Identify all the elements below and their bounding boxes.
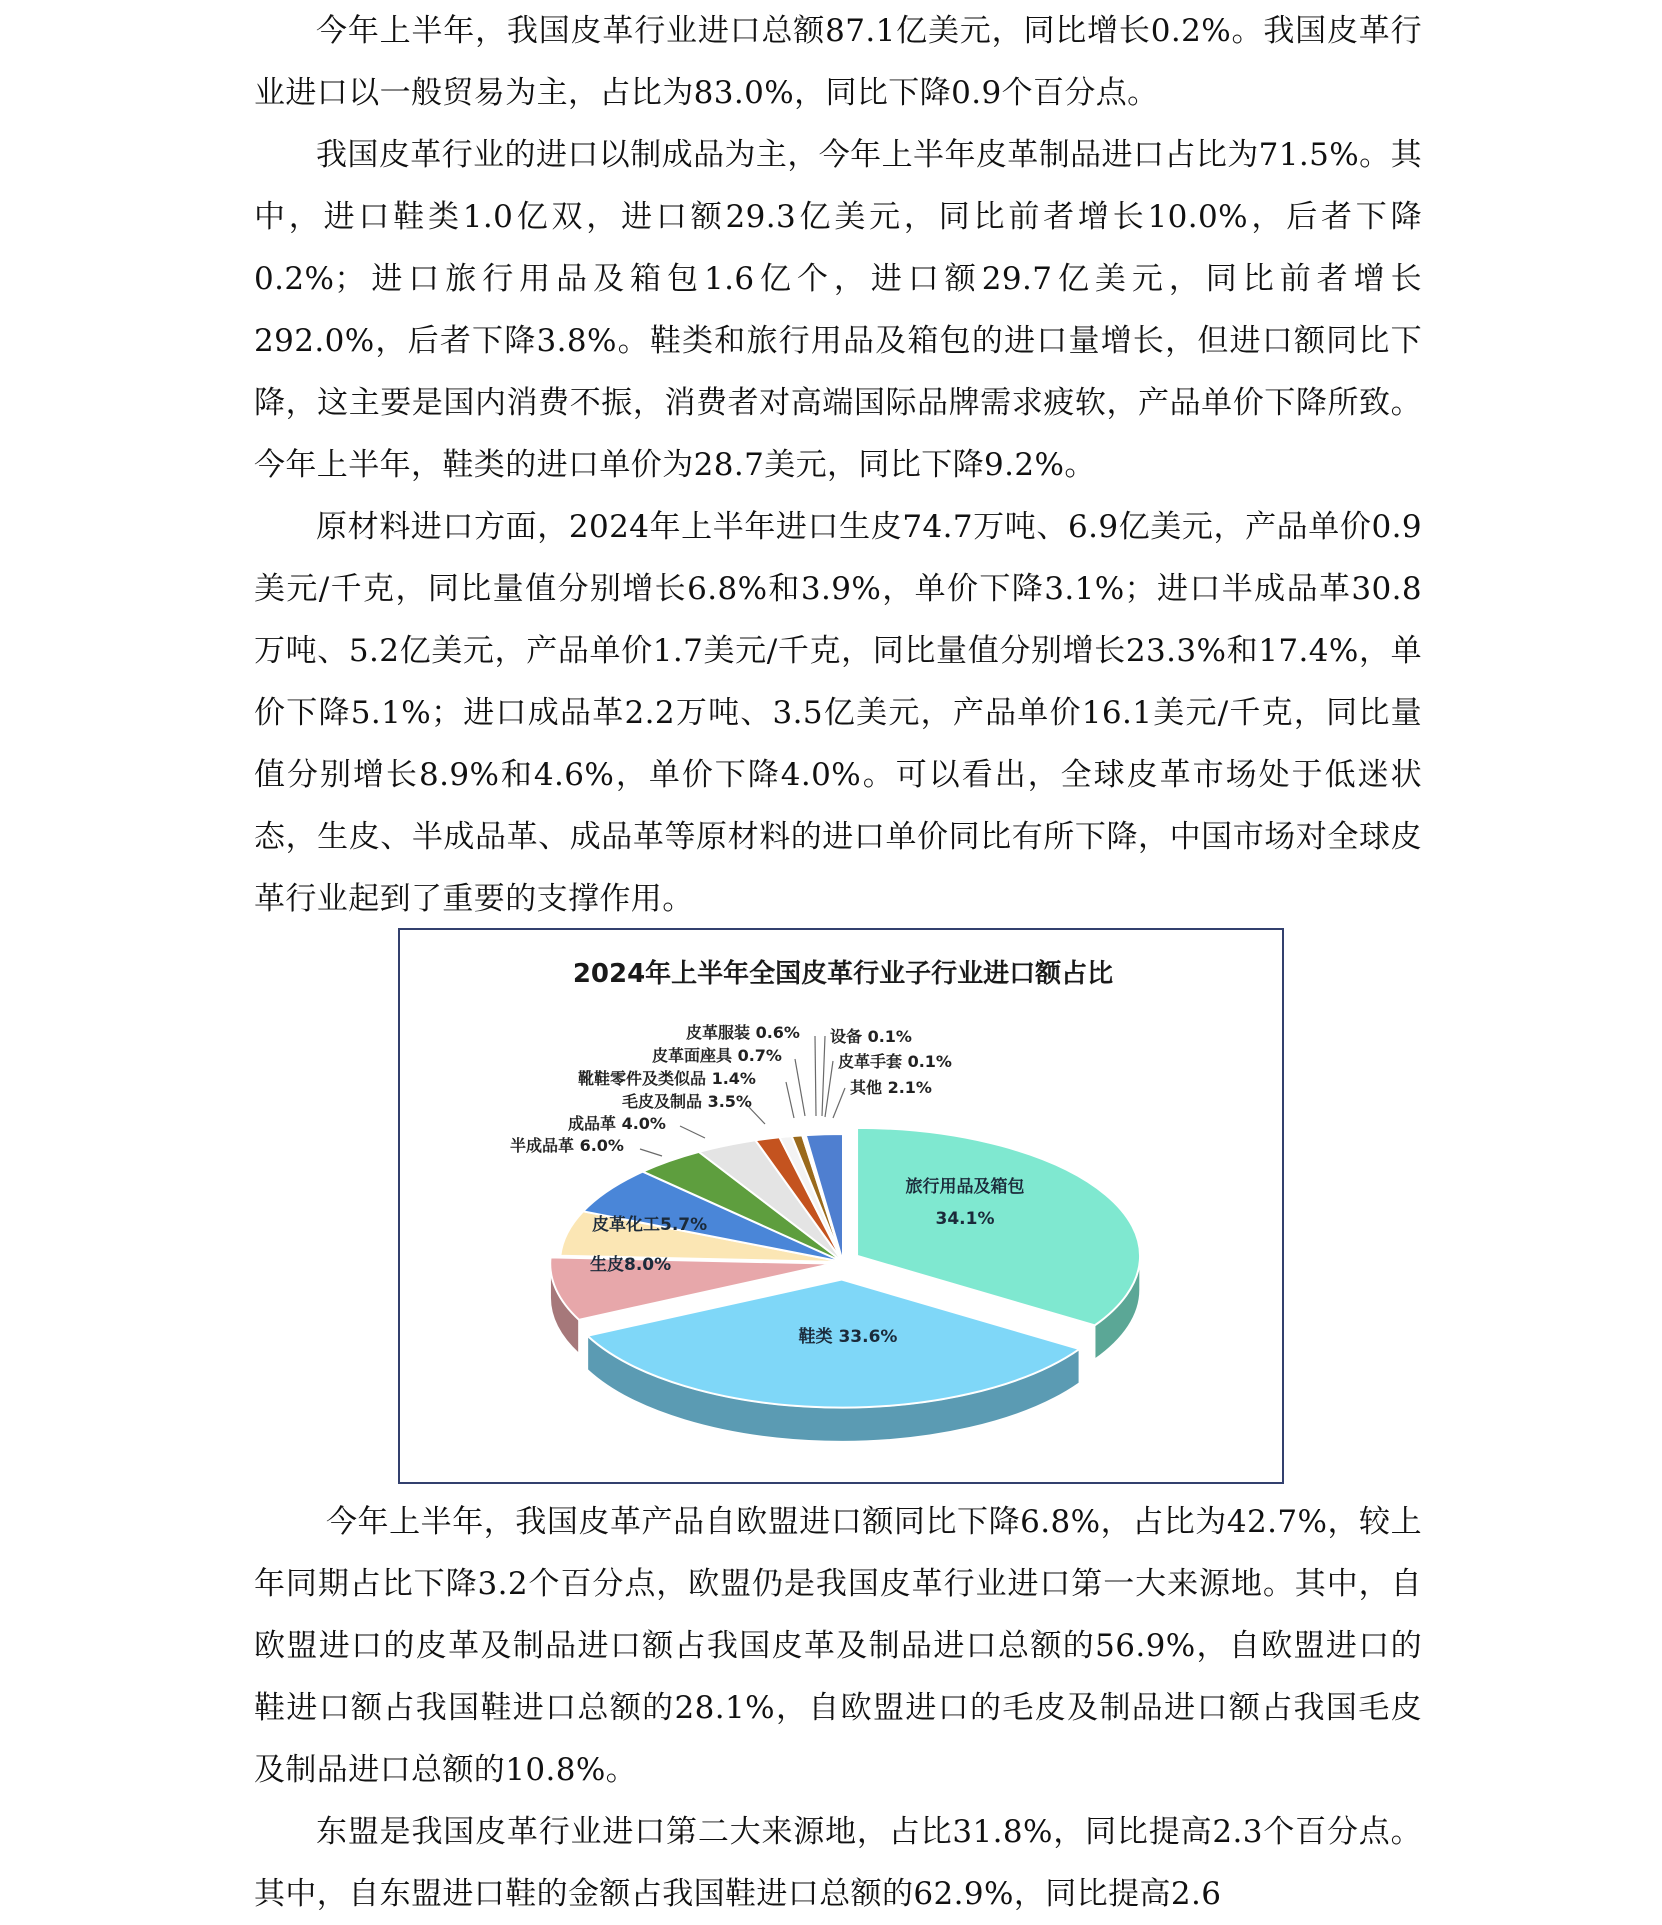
paragraph-finished-goods: 我国皮革行业的进口以制成品为主，今年上半年皮革制品进口占比为71.5%。其中，进口鞋类1.0亿双，进口额29.3亿美元，同比前者增长10.0%，后者下降0.2%；进口旅行用品及箱包1.6亿个，进口额29.7亿美元，同比前者增长292.0%，后者下降3.8%。鞋类和旅行用品及箱包的进口量增长，但进口额同比下降，这主要是国内消费不振，消费者对高端国际品牌需求疲软，产品单价下降所致。今年上半年，鞋类的进口单价为28.7美元，同比下降9.2%。	[254, 137, 1422, 483]
leader-line-10	[822, 1036, 825, 1116]
leader-line-5	[680, 1126, 705, 1138]
leader-line-8	[795, 1059, 805, 1116]
paragraph-import-total: 今年上半年，我国皮革行业进口总额87.1亿美元，同比增长0.2%。我国皮革行业进口以一般贸易为主，占比为83.0%，同比下降0.9个百分点。	[254, 13, 1422, 111]
slice-label-2: 生皮8.0%	[590, 1255, 672, 1275]
slice-label-9: 皮革服装 0.6%	[686, 1023, 800, 1042]
pie-chart	[400, 930, 1286, 1486]
leader-line-9	[815, 1036, 816, 1116]
leader-line-7	[786, 1082, 794, 1118]
slice-label-12: 其他 2.1%	[850, 1078, 932, 1097]
slice-label-8: 皮革面座具 0.7%	[652, 1046, 782, 1065]
slice-label-11: 皮革手套 0.1%	[838, 1052, 952, 1071]
slice-label-1: 鞋类 33.6%	[798, 1327, 898, 1347]
slice-label-6: 毛皮及制品 3.5%	[622, 1092, 752, 1111]
pie-chart-frame	[398, 928, 1284, 1484]
slice-label-4: 半成品革 6.0%	[510, 1136, 624, 1155]
leader-line-12	[833, 1088, 845, 1118]
slice-label-10: 设备 0.1%	[830, 1027, 912, 1046]
slice-label-name-0: 旅行用品及箱包	[905, 1177, 1025, 1197]
leader-line-11	[825, 1061, 833, 1117]
leader-line-4	[640, 1149, 662, 1156]
slice-label-3: 皮革化工5.7%	[592, 1215, 708, 1235]
paragraph-eu-source: 今年上半年，我国皮革产品自欧盟进口额同比下降6.8%，占比为42.7%，较上年同期占比下降3.2个百分点，欧盟仍是我国皮革行业进口第一大来源地。其中，自欧盟进口的皮革及制品进口额占我国皮革及制品进口总额的56.9%，自欧盟进口的鞋进口额占我国鞋进口总额的28.1%，自欧盟进口的毛皮及制品进口额占我国毛皮及制品进口总额的10.8%。	[254, 1504, 1422, 1788]
paragraph-raw-materials: 原材料进口方面，2024年上半年进口生皮74.7万吨、6.9亿美元，产品单价0.9美元/千克，同比量值分别增长6.8%和3.9%，单价下降3.1%；进口半成品革30.8万吨、5.2亿美元，产品单价1.7美元/千克，同比量值分别增长23.3%和17.4%，单价下降5.1%；进口成品革2.2万吨、3.5亿美元，产品单价16.1美元/千克，同比量值分别增长8.9%和4.6%，单价下降4.0%。可以看出，全球皮革市场处于低迷状态，生皮、半成品革、成品革等原材料的进口单价同比有所下降，中国市场对全球皮革行业起到了重要的支撑作用。	[254, 509, 1422, 917]
slice-label-value-0: 34.1%	[935, 1209, 995, 1229]
chart-title: 2024年上半年全国皮革行业子行业进口额占比	[572, 959, 1114, 989]
slice-label-7: 靴鞋零件及类似品 1.4%	[578, 1069, 756, 1088]
paragraph-asean-source: 东盟是我国皮革行业进口第二大来源地，占比31.8%，同比提高2.3个百分点。其中，自东盟进口鞋的金额占我国鞋进口总额的62.9%，同比提高2.6	[254, 1814, 1422, 1912]
slice-label-5: 成品革 4.0%	[568, 1114, 666, 1133]
